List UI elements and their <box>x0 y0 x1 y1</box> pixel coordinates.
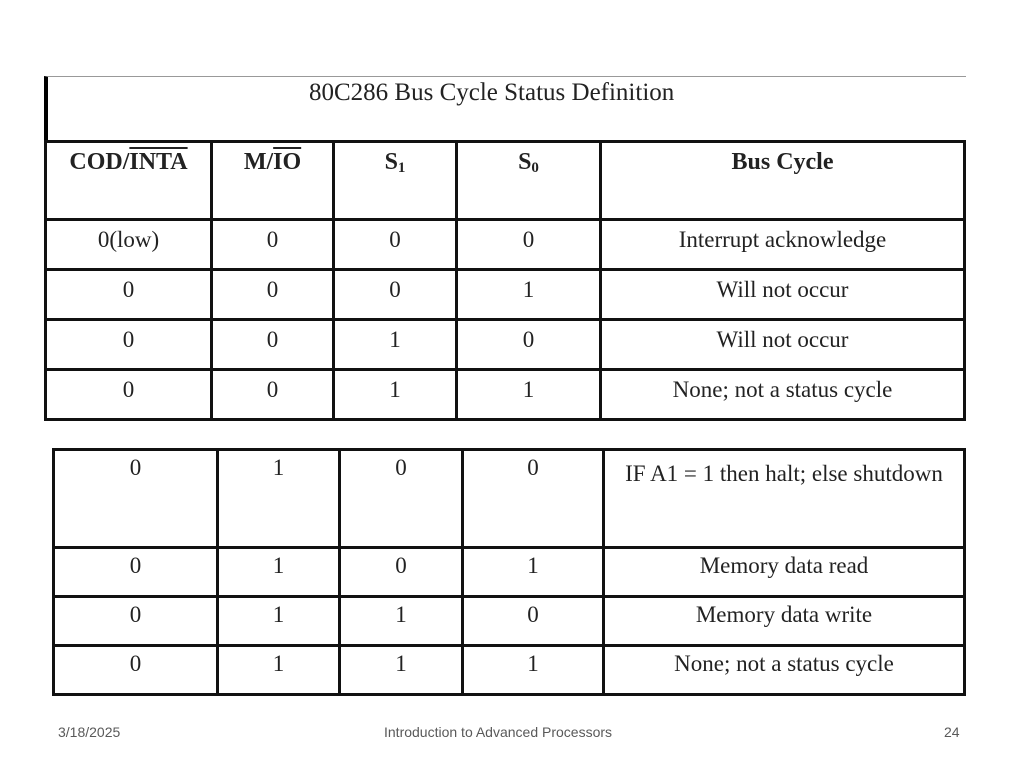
header-s1 <box>334 142 457 220</box>
header-m-overline: $\overline{IO}$ <box>273 149 302 175</box>
table-row <box>46 320 965 370</box>
table-title-row <box>44 76 966 140</box>
cell-s0: 0 <box>457 320 601 370</box>
table-title: 80C286 Bus Cycle Status Definition <box>309 79 675 106</box>
header-cod-inta <box>46 142 212 220</box>
cell-bus-cycle: IF A1 = 1 then halt; else shutdown <box>604 450 965 548</box>
cell-s0: 1 <box>463 646 604 695</box>
table-row <box>54 450 965 548</box>
cell-m-io: 1 <box>218 646 340 695</box>
cell-s1: 1 <box>334 370 457 420</box>
table-row <box>46 370 965 420</box>
table-row <box>54 597 965 646</box>
cell-s0: 1 <box>457 270 601 320</box>
cell-cod: 0 <box>46 320 212 370</box>
cell-bus-cycle: Will not occur <box>601 270 965 320</box>
status-table-top <box>44 76 966 421</box>
status-table-lower <box>52 448 966 696</box>
cell-cod: 0 <box>54 548 218 597</box>
table-row <box>46 270 965 320</box>
cell-m-io: 1 <box>218 597 340 646</box>
cell-m-io: 1 <box>218 548 340 597</box>
cell-bus-cycle: Will not occur <box>601 320 965 370</box>
header-m-prefix: M/ <box>243 149 274 175</box>
header-s1-letter: S <box>384 149 398 175</box>
cell-s0: 1 <box>463 548 604 597</box>
cell-m-io: 0 <box>212 270 334 320</box>
header-m-io <box>212 142 334 220</box>
table-row <box>54 548 965 597</box>
status-table-bottom <box>52 448 966 696</box>
header-s0-letter: S <box>518 149 532 175</box>
cell-s1: 0 <box>340 450 463 548</box>
footer-page-number: 24 <box>944 724 960 740</box>
cell-m-io: 0 <box>212 220 334 270</box>
cell-cod: 0(low) <box>46 220 212 270</box>
cell-s0: 0 <box>463 450 604 548</box>
header-row <box>46 142 965 220</box>
cell-m-io: 1 <box>218 450 340 548</box>
cell-cod: 0 <box>54 450 218 548</box>
cell-cod: 0 <box>46 270 212 320</box>
cell-s1: 0 <box>340 548 463 597</box>
cell-s0: 0 <box>463 597 604 646</box>
cell-m-io: 0 <box>212 370 334 420</box>
header-s0 <box>457 142 601 220</box>
cell-s1: 0 <box>334 220 457 270</box>
cell-bus-cycle: Interrupt acknowledge <box>601 220 965 270</box>
cell-s1: 1 <box>340 597 463 646</box>
table-row <box>46 220 965 270</box>
cell-s1: 1 <box>340 646 463 695</box>
header-cod-overline: INTA <box>129 149 188 175</box>
cell-m-io: 0 <box>212 320 334 370</box>
cell-bus-cycle: Memory data read <box>604 548 965 597</box>
header-s1-sub: 1 <box>397 160 406 176</box>
cell-cod: 0 <box>54 597 218 646</box>
cell-s0: 0 <box>457 220 601 270</box>
table-row <box>54 646 965 695</box>
cell-cod: 0 <box>46 370 212 420</box>
cell-s0: 1 <box>457 370 601 420</box>
header-bus-cycle: Bus Cycle <box>601 142 965 220</box>
footer-date: 3/18/2025 <box>58 724 121 740</box>
header-s0-sub: 0 <box>531 160 539 176</box>
cell-bus-cycle: None; not a status cycle <box>601 370 965 420</box>
cell-s1: 0 <box>334 270 457 320</box>
status-table-upper <box>44 140 966 421</box>
footer-title: Introduction to Advanced Processors <box>384 724 613 740</box>
cell-bus-cycle: Memory data write <box>604 597 965 646</box>
header-cod-prefix: COD/ <box>69 149 130 175</box>
cell-cod: 0 <box>54 646 218 695</box>
cell-bus-cycle: None; not a status cycle <box>604 646 965 695</box>
cell-s1: 1 <box>334 320 457 370</box>
